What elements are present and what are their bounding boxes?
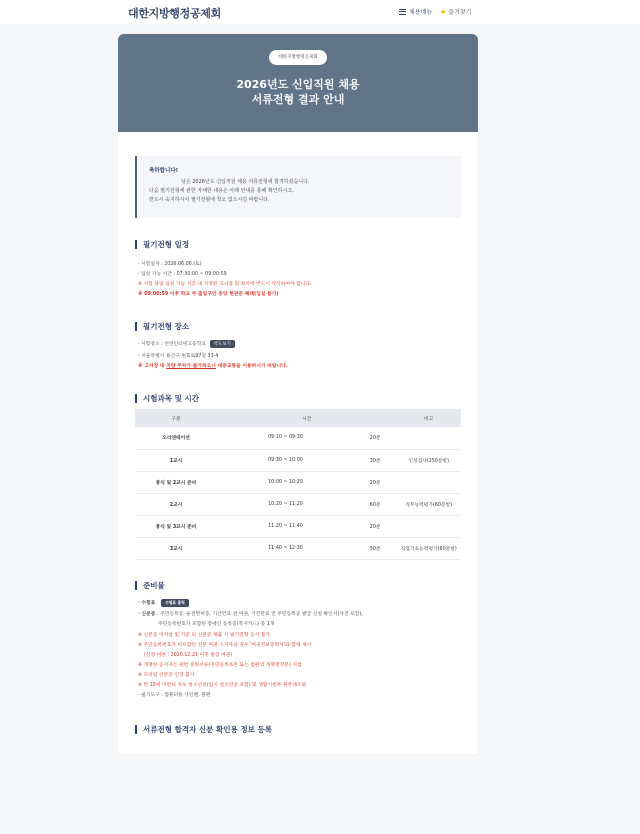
favorite-button[interactable] bbox=[440, 7, 471, 16]
row-category: 휴식 및 3교시 준비 bbox=[135, 515, 217, 537]
id-line-2: 주민등록번호가 포함된 장애인 등록증(복지카드) 중 1개 bbox=[158, 622, 275, 627]
id-line bbox=[138, 610, 363, 617]
row-duration: 20분 bbox=[354, 427, 396, 449]
prep-rule-4: ※ 모바일 신분증 인정 불가 bbox=[138, 673, 195, 678]
exam-date: · 시험일자 : 2026.06.06.(토) bbox=[138, 262, 202, 267]
venue-address: - 서울특별시 용산구 원효로97길 33-4 bbox=[138, 354, 219, 359]
venue bbox=[138, 340, 235, 348]
section-title-timetable: 시험과목 및 시간 bbox=[135, 394, 199, 403]
favorite-label: 즐겨찾기 bbox=[448, 9, 472, 16]
venue-text: · 시험장소 : 선린인터넷고등학교 bbox=[138, 342, 206, 347]
section-title-schedule: 필기전형 일정 bbox=[135, 240, 189, 249]
col-header-category: 구분 bbox=[135, 409, 217, 427]
prep-rule-3: ※ 개명한 응시자는 관련 증빙서류(주민등록초본 또는 법원의 개명결정문) 지참 bbox=[138, 663, 302, 668]
row-note bbox=[396, 427, 461, 449]
hero-badge: 대한지방행정공제회 bbox=[269, 50, 327, 65]
row-note: 직업기초능력평가(60문항) bbox=[396, 537, 461, 559]
row-note bbox=[396, 471, 461, 493]
prep-rule-2b: (신청 여권 : 2020.12.21 이후 발급 여권) bbox=[144, 653, 233, 658]
congrats-notice bbox=[135, 156, 461, 218]
recruit-menu-button[interactable] bbox=[399, 7, 432, 16]
row-category: 2교시 bbox=[135, 493, 217, 515]
content-card bbox=[118, 34, 478, 754]
row-time: 09:30 ~ 10:00 bbox=[217, 449, 354, 471]
top-header bbox=[0, 0, 640, 24]
entry-time: · 입실 가능 시간 : 07:30:00 ~ 09:00:59 bbox=[138, 272, 227, 277]
page-background bbox=[0, 24, 640, 834]
timetable bbox=[135, 409, 461, 560]
parking-warning-emphasis: 차량 주차가 불가하오니 bbox=[166, 364, 216, 369]
menu-label: 채용메뉴 bbox=[409, 9, 433, 16]
prep-rule-2: ※ 주민등록번호가 미포함된 신분 여권 소지자의 경우 '여권정보증명서'와 함께 제시 bbox=[138, 643, 312, 648]
schedule-warning: ※ 시험 당일 입실 가능 시간 내 지정된 고사장 및 좌석에 반드시 착석하여야 합니다. bbox=[138, 282, 312, 287]
row-category: 3교시 bbox=[135, 537, 217, 559]
tools-line: · 필기도구 : 컴퓨터용 사인펜, 볼펜 bbox=[138, 693, 211, 698]
row-duration: 20분 bbox=[354, 471, 396, 493]
parking-warning bbox=[138, 362, 288, 369]
title-line-1: 2026년도 신입직원 채용 bbox=[236, 78, 360, 91]
timetable-row bbox=[135, 515, 461, 537]
hero-banner bbox=[118, 34, 478, 132]
prep-rule-1: ※ 신분증 미지참 및 기준 외 신분증 제출 시 필기전형 응시 불가 bbox=[138, 633, 271, 638]
row-note bbox=[396, 515, 461, 537]
row-category: 휴식 및 2교시 준비 bbox=[135, 471, 217, 493]
row-time: 11:20 ~ 11:40 bbox=[217, 515, 354, 537]
map-button[interactable]: 약도보기 bbox=[210, 340, 235, 348]
row-category: 1교시 bbox=[135, 449, 217, 471]
parking-warning-prefix: ※ 고사장 내 bbox=[138, 364, 167, 369]
timetable-row bbox=[135, 427, 461, 449]
brand-logo[interactable]: 대한지방행정공제회 bbox=[128, 7, 221, 20]
id-text: : 주민등록증, 운전면허증, 기간만료 전 여권, 기간만료 전 주민등록증 발급 신청 확인서(사진 포함), bbox=[155, 612, 363, 617]
ticket-label: · 수험표 bbox=[138, 601, 156, 606]
notice-line-1: 님은 2026년도 신입직원 채용 서류전형에 합격하셨습니다. bbox=[181, 179, 310, 185]
title-line-2: 서류전형 결과 안내 bbox=[251, 93, 345, 106]
row-duration: 60분 bbox=[354, 493, 396, 515]
timetable-row bbox=[135, 449, 461, 471]
parking-warning-suffix: 대중교통을 이용하시기 바랍니다. bbox=[215, 364, 288, 369]
notice-line-2: 다음 필기전형에 관한 자세한 내용은 아래 안내를 통해 확인하시고, bbox=[149, 188, 294, 194]
star-icon: ★ bbox=[440, 7, 447, 16]
col-header-time: 시간 bbox=[217, 409, 396, 427]
id-label: · 신분증 bbox=[138, 612, 156, 617]
row-duration: 20분 bbox=[354, 515, 396, 537]
door-close-warning: ※ 09:00:59 이후 학교 주 출입구인 중앙 현관문 폐쇄(입실 불가) bbox=[138, 292, 279, 297]
row-duration: 30분 bbox=[354, 449, 396, 471]
page-title bbox=[118, 77, 478, 107]
hamburger-icon bbox=[399, 9, 406, 15]
section-title-place: 필기전형 장소 bbox=[135, 322, 189, 331]
timetable-row bbox=[135, 471, 461, 493]
row-time: 09:10 ~ 09:30 bbox=[217, 427, 354, 449]
row-note: 직무능력평가(60문항) bbox=[396, 493, 461, 515]
row-duration: 50분 bbox=[354, 537, 396, 559]
row-category: 오리엔테이션 bbox=[135, 427, 217, 449]
row-note: 인성검사(250문항) bbox=[396, 449, 461, 471]
row-time: 10:20 ~ 11:20 bbox=[217, 493, 354, 515]
section-title-register: 서류전형 합격자 신분 확인용 정보 등록 bbox=[135, 725, 272, 734]
print-ticket-button[interactable]: 수험표 출력 bbox=[161, 599, 189, 607]
notice-line-3: 반드시 숙지하시어 필기전형에 착오 없으시길 바랍니다. bbox=[149, 197, 270, 203]
section-title-prep: 준비물 bbox=[135, 581, 165, 590]
prep-rule-5: ※ 만 18세 미만의 경우 청소년증(임시 청소년증 포함) 및 생활기록부 원본대조필 bbox=[138, 683, 307, 688]
ticket-line bbox=[138, 599, 189, 607]
row-time: 10:00 ~ 10:20 bbox=[217, 471, 354, 493]
timetable-row bbox=[135, 493, 461, 515]
timetable-header-row bbox=[135, 409, 461, 427]
row-time: 11:40 ~ 12:30 bbox=[217, 537, 354, 559]
col-header-note: 비고 bbox=[396, 409, 461, 427]
notice-title: 축하합니다! bbox=[149, 168, 179, 174]
timetable-row bbox=[135, 537, 461, 559]
